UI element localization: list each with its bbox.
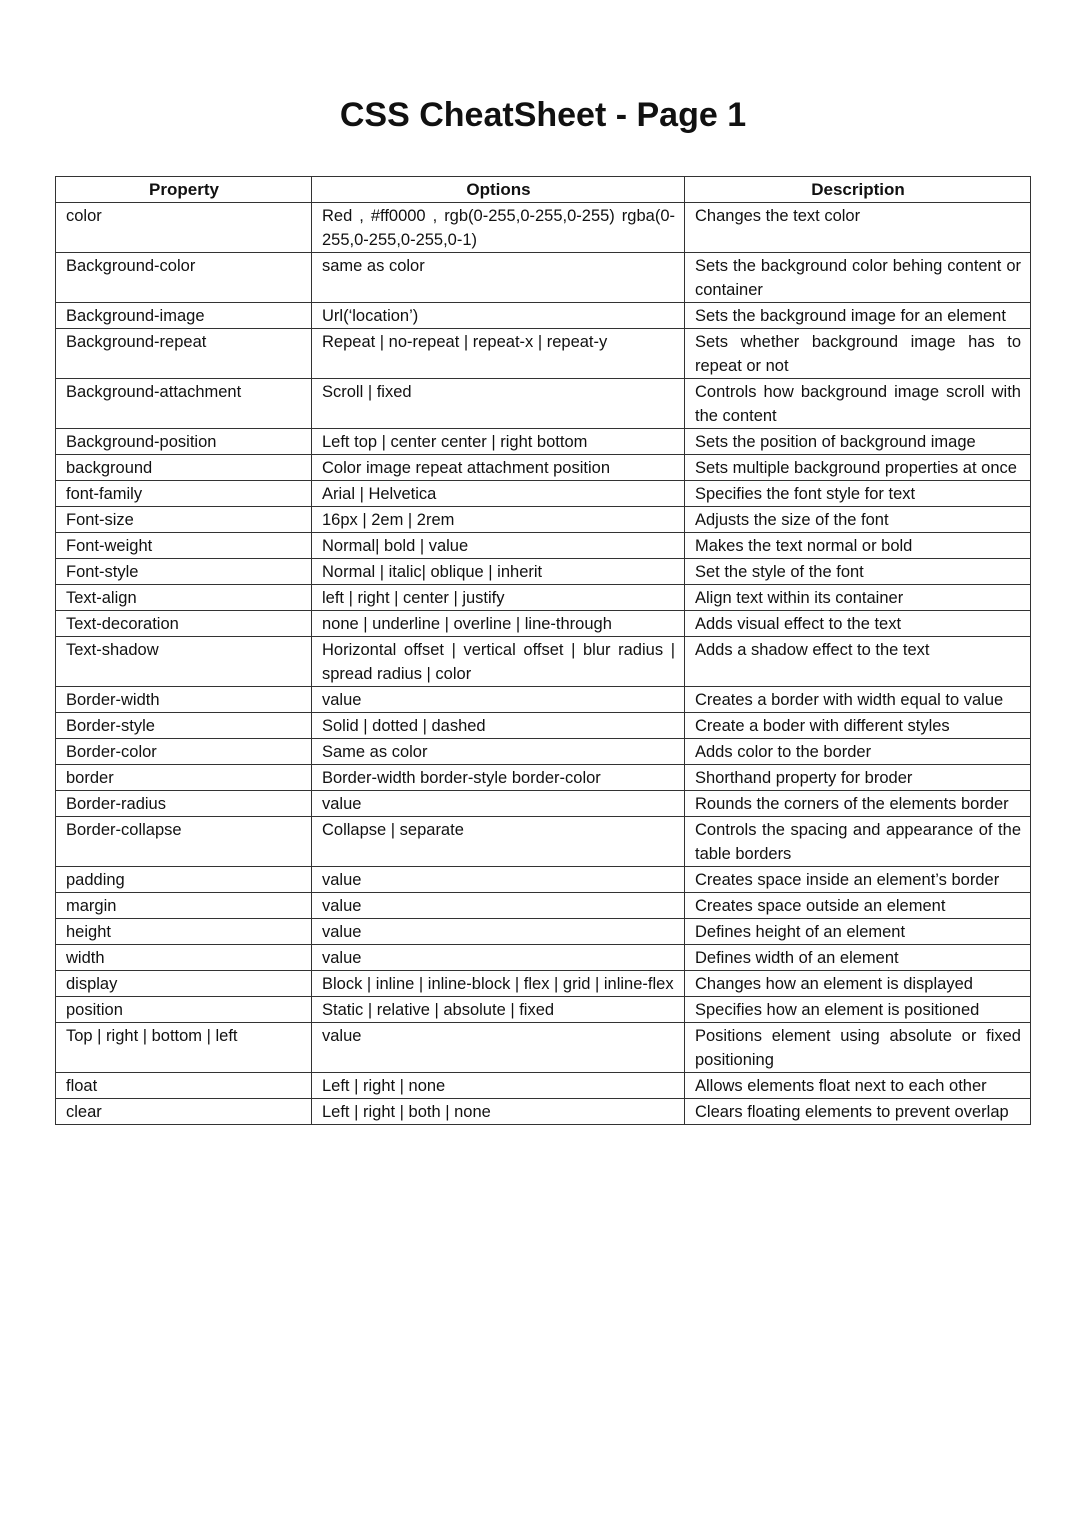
options-cell: same as color [312, 253, 685, 303]
description-cell: Rounds the corners of the elements border [685, 791, 1031, 817]
property-cell: Border-style [56, 713, 312, 739]
options-cell: value [312, 919, 685, 945]
property-cell: float [56, 1073, 312, 1099]
header-description: Description [685, 177, 1031, 203]
table-row [56, 1023, 1031, 1073]
table-row [56, 739, 1031, 765]
property-cell: Font-size [56, 507, 312, 533]
table-row [56, 893, 1031, 919]
description-cell: Changes how an element is displayed [685, 971, 1031, 997]
options-cell: Block | inline | inline-block | flex | grid | inline-flex [312, 971, 685, 997]
table-row [56, 429, 1031, 455]
options-cell: value [312, 867, 685, 893]
options-cell: Static | relative | absolute | fixed [312, 997, 685, 1023]
options-cell: value [312, 791, 685, 817]
description-cell: Specifies how an element is positioned [685, 997, 1031, 1023]
property-cell: Background-repeat [56, 329, 312, 379]
description-cell: Set the style of the font [685, 559, 1031, 585]
property-cell: Text-align [56, 585, 312, 611]
property-cell: position [56, 997, 312, 1023]
table-body [56, 203, 1031, 1125]
options-cell: none | underline | overline | line-through [312, 611, 685, 637]
options-cell: Same as color [312, 739, 685, 765]
description-cell: Adds color to the border [685, 739, 1031, 765]
property-cell: margin [56, 893, 312, 919]
table-row [56, 919, 1031, 945]
options-cell: Normal | italic| oblique | inherit [312, 559, 685, 585]
description-cell: Controls how background image scroll with the content [685, 379, 1031, 429]
property-cell: Background-attachment [56, 379, 312, 429]
description-cell: Specifies the font style for text [685, 481, 1031, 507]
table-row [56, 791, 1031, 817]
page-title: CSS CheatSheet - Page 1 [339, 96, 747, 134]
table-row [56, 559, 1031, 585]
property-cell: Font-style [56, 559, 312, 585]
property-cell: display [56, 971, 312, 997]
options-cell: value [312, 1023, 685, 1073]
description-cell: Align text within its container [685, 585, 1031, 611]
property-cell: Background-position [56, 429, 312, 455]
description-cell: Adjusts the size of the font [685, 507, 1031, 533]
table-row [56, 997, 1031, 1023]
description-cell: Sets the background color behing content or container [685, 253, 1031, 303]
description-cell: Sets the position of background image [685, 429, 1031, 455]
description-cell: Allows elements float next to each other [685, 1073, 1031, 1099]
property-cell: border [56, 765, 312, 791]
table-row [56, 455, 1031, 481]
description-cell: Sets whether background image has to repeat or not [685, 329, 1031, 379]
table-row [56, 945, 1031, 971]
options-cell: Solid | dotted | dashed [312, 713, 685, 739]
property-cell: background [56, 455, 312, 481]
options-cell: Normal| bold | value [312, 533, 685, 559]
options-cell: Repeat | no-repeat | repeat-x | repeat-y [312, 329, 685, 379]
description-cell: Positions element using absolute or fixed positioning [685, 1023, 1031, 1073]
table-row [56, 203, 1031, 253]
property-cell: Text-shadow [56, 637, 312, 687]
property-cell: Border-width [56, 687, 312, 713]
table-row [56, 1073, 1031, 1099]
header-options: Options [312, 177, 685, 203]
property-cell: height [56, 919, 312, 945]
property-cell: Top | right | bottom | left [56, 1023, 312, 1073]
description-cell: Sets the background image for an element [685, 303, 1031, 329]
description-cell: Adds a shadow effect to the text [685, 637, 1031, 687]
table-row [56, 585, 1031, 611]
options-cell: Color image repeat attachment position [312, 455, 685, 481]
property-cell: Text-decoration [56, 611, 312, 637]
table-row [56, 1099, 1031, 1125]
table-header-row [56, 177, 1031, 203]
description-cell: Adds visual effect to the text [685, 611, 1031, 637]
description-cell: Makes the text normal or bold [685, 533, 1031, 559]
property-cell: padding [56, 867, 312, 893]
property-cell: Background-color [56, 253, 312, 303]
description-cell: Clears floating elements to prevent overlap [685, 1099, 1031, 1125]
description-cell: Creates a border with width equal to value [685, 687, 1031, 713]
css-cheatsheet-table [55, 176, 1031, 1125]
description-cell: Defines height of an element [685, 919, 1031, 945]
description-cell: Sets multiple background properties at once [685, 455, 1031, 481]
property-cell: color [56, 203, 312, 253]
options-cell: value [312, 945, 685, 971]
property-cell: clear [56, 1099, 312, 1125]
options-cell: value [312, 687, 685, 713]
options-cell: Url(‘location’) [312, 303, 685, 329]
options-cell: value [312, 893, 685, 919]
options-cell: Red , #ff0000 , rgb(0-255,0-255,0-255) rgba(0-255,0-255,0-255,0-1) [312, 203, 685, 253]
table-row [56, 687, 1031, 713]
options-cell: Left top | center center | right bottom [312, 429, 685, 455]
description-cell: Controls the spacing and appearance of the table borders [685, 817, 1031, 867]
options-cell: 16px | 2em | 2rem [312, 507, 685, 533]
table-row [56, 303, 1031, 329]
property-cell: width [56, 945, 312, 971]
table-row [56, 713, 1031, 739]
description-cell: Defines width of an element [685, 945, 1031, 971]
property-cell: Border-color [56, 739, 312, 765]
table-row [56, 817, 1031, 867]
property-cell: font-family [56, 481, 312, 507]
table-row [56, 379, 1031, 429]
table-row [56, 637, 1031, 687]
options-cell: Border-width border-style border-color [312, 765, 685, 791]
property-cell: Border-collapse [56, 817, 312, 867]
property-cell: Font-weight [56, 533, 312, 559]
table-row [56, 507, 1031, 533]
table-row [56, 971, 1031, 997]
table-row [56, 329, 1031, 379]
header-property: Property [56, 177, 312, 203]
table-row [56, 253, 1031, 303]
table-row [56, 611, 1031, 637]
description-cell: Shorthand property for broder [685, 765, 1031, 791]
table-row [56, 867, 1031, 893]
description-cell: Creates space inside an element’s border [685, 867, 1031, 893]
options-cell: Left | right | both | none [312, 1099, 685, 1125]
options-cell: left | right | center | justify [312, 585, 685, 611]
options-cell: Collapse | separate [312, 817, 685, 867]
property-cell: Background-image [56, 303, 312, 329]
table-row [56, 481, 1031, 507]
options-cell: Arial | Helvetica [312, 481, 685, 507]
options-cell: Horizontal offset | vertical offset | blur radius | spread radius | color [312, 637, 685, 687]
description-cell: Create a boder with different styles [685, 713, 1031, 739]
property-cell: Border-radius [56, 791, 312, 817]
table-row [56, 765, 1031, 791]
options-cell: Scroll | fixed [312, 379, 685, 429]
options-cell: Left | right | none [312, 1073, 685, 1099]
description-cell: Creates space outside an element [685, 893, 1031, 919]
description-cell: Changes the text color [685, 203, 1031, 253]
table-row [56, 533, 1031, 559]
